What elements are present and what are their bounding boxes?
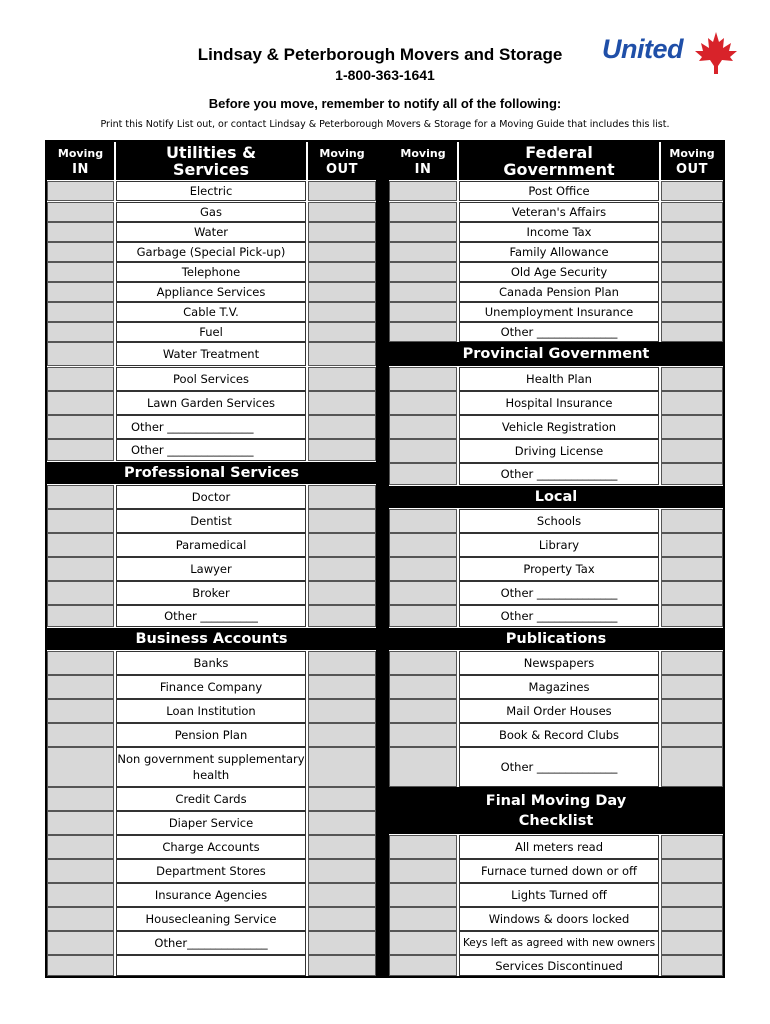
- left-checklist-item: Water Treatment: [116, 342, 306, 366]
- left-moving-out-checkbox[interactable]: [308, 723, 376, 747]
- right-checklist-item: Income Tax: [459, 222, 659, 242]
- left-moving-in-checkbox[interactable]: [47, 699, 114, 723]
- right-moving-in-checkbox[interactable]: [389, 859, 457, 883]
- left-moving-out-checkbox[interactable]: [308, 787, 376, 811]
- left-moving-out-checkbox[interactable]: [308, 262, 376, 282]
- left-checklist-item: Dentist: [116, 509, 306, 533]
- right-moving-in-checkbox[interactable]: [389, 651, 457, 675]
- left-moving-out-header: Moving OUT: [308, 142, 376, 180]
- left-moving-out-checkbox[interactable]: [308, 811, 376, 835]
- left-checklist-item: [116, 955, 306, 976]
- right-checklist-item: All meters read: [459, 835, 659, 859]
- left-moving-in-checkbox[interactable]: [47, 675, 114, 699]
- right-checklist-item: Schools: [459, 509, 659, 533]
- left-business-accounts-header: Business Accounts: [47, 628, 376, 650]
- right-moving-out-checkbox[interactable]: [661, 747, 723, 787]
- right-moving-in-checkbox[interactable]: [389, 835, 457, 859]
- left-moving-out-checkbox[interactable]: [308, 557, 376, 581]
- right-provincial-government-header: Provincial Government: [389, 342, 723, 366]
- left-moving-in-checkbox[interactable]: [47, 242, 114, 262]
- left-moving-in-checkbox[interactable]: [47, 302, 114, 322]
- right-moving-in-checkbox[interactable]: [389, 391, 457, 415]
- right-checklist-item: Other ______________: [459, 605, 659, 627]
- right-moving-in-checkbox[interactable]: [389, 533, 457, 557]
- right-moving-in-checkbox[interactable]: [389, 675, 457, 699]
- right-moving-in-checkbox[interactable]: [389, 439, 457, 463]
- left-checklist-item: Banks: [116, 651, 306, 675]
- left-moving-in-checkbox[interactable]: [47, 415, 114, 439]
- left-moving-in-checkbox[interactable]: [47, 581, 114, 605]
- right-moving-in-checkbox[interactable]: [389, 883, 457, 907]
- right-moving-out-checkbox[interactable]: [661, 651, 723, 675]
- right-moving-out-checkbox[interactable]: [661, 675, 723, 699]
- left-moving-in-checkbox[interactable]: [47, 282, 114, 302]
- left-moving-out-checkbox[interactable]: [308, 367, 376, 391]
- left-checklist-item: Water: [116, 222, 306, 242]
- left-moving-out-checkbox[interactable]: [308, 302, 376, 322]
- left-moving-out-checkbox[interactable]: [308, 747, 376, 787]
- left-moving-in-header: Moving IN: [47, 142, 114, 180]
- right-moving-out-checkbox[interactable]: [661, 955, 723, 976]
- federal-title: Federal Government: [503, 143, 615, 179]
- left-moving-in-checkbox[interactable]: [47, 509, 114, 533]
- left-moving-out-checkbox[interactable]: [308, 675, 376, 699]
- right-moving-out-checkbox[interactable]: [661, 723, 723, 747]
- left-moving-out-checkbox[interactable]: [308, 955, 376, 976]
- left-moving-in-checkbox[interactable]: [47, 651, 114, 675]
- left-moving-in-checkbox[interactable]: [47, 883, 114, 907]
- right-moving-out-checkbox[interactable]: [661, 222, 723, 242]
- left-checklist-item: Telephone: [116, 262, 306, 282]
- notice-heading: Before you move, remember to notify all of the following:: [208, 96, 562, 111]
- left-moving-in-checkbox[interactable]: [47, 557, 114, 581]
- right-moving-in-checkbox[interactable]: [389, 723, 457, 747]
- left-moving-in-checkbox[interactable]: [47, 907, 114, 931]
- left-moving-out-checkbox[interactable]: [308, 485, 376, 509]
- right-moving-out-checkbox[interactable]: [661, 581, 723, 605]
- left-checklist-item: Other _______________: [116, 415, 306, 439]
- page-title: Lindsay & Peterborough Movers and Storage: [197, 45, 563, 64]
- right-moving-out-checkbox[interactable]: [661, 557, 723, 581]
- right-moving-out-checkbox[interactable]: [661, 322, 723, 342]
- left-moving-in-checkbox[interactable]: [47, 485, 114, 509]
- left-moving-out-checkbox[interactable]: [308, 242, 376, 262]
- left-moving-in-checkbox[interactable]: [47, 931, 114, 955]
- instructions-text: Print this Notify List out, or contact Lindsay & Peterborough Movers & Storage for a Moving Guide that includes this list.: [100, 119, 670, 130]
- united-logo: [602, 30, 742, 80]
- right-checklist-item: Magazines: [459, 675, 659, 699]
- right-checklist-item: Family Allowance: [459, 242, 659, 262]
- right-checklist-item: Property Tax: [459, 557, 659, 581]
- right-checklist-item: Unemployment Insurance: [459, 302, 659, 322]
- left-checklist-item: Department Stores: [116, 859, 306, 883]
- left-moving-out-checkbox[interactable]: [308, 509, 376, 533]
- left-moving-in-checkbox[interactable]: [47, 605, 114, 627]
- right-moving-in-checkbox[interactable]: [389, 282, 457, 302]
- right-checklist-item: Keys left as agreed with new owners: [459, 931, 659, 955]
- left-moving-out-checkbox[interactable]: [308, 581, 376, 605]
- right-moving-out-checkbox[interactable]: [661, 509, 723, 533]
- left-checklist-item: Insurance Agencies: [116, 883, 306, 907]
- right-moving-in-checkbox[interactable]: [389, 557, 457, 581]
- left-checklist-item: Gas: [116, 202, 306, 222]
- right-moving-in-checkbox[interactable]: [389, 509, 457, 533]
- left-moving-out-checkbox[interactable]: [308, 859, 376, 883]
- left-checklist-item: Pension Plan: [116, 723, 306, 747]
- right-publications-header: Publications: [389, 628, 723, 650]
- right-moving-out-checkbox[interactable]: [661, 391, 723, 415]
- right-moving-in-checkbox[interactable]: [389, 699, 457, 723]
- left-moving-in-checkbox[interactable]: [47, 439, 114, 461]
- left-checklist-item: Charge Accounts: [116, 835, 306, 859]
- right-checklist-item: Other ______________: [459, 322, 659, 342]
- left-moving-out-checkbox[interactable]: [308, 605, 376, 627]
- right-checklist-item: Book & Record Clubs: [459, 723, 659, 747]
- right-moving-out-checkbox[interactable]: [661, 907, 723, 931]
- right-moving-out-checkbox[interactable]: [661, 835, 723, 859]
- right-moving-out-checkbox[interactable]: [661, 931, 723, 955]
- left-professional-services-header: Professional Services: [47, 462, 376, 484]
- left-moving-in-checkbox[interactable]: [47, 955, 114, 976]
- column-divider: [376, 140, 389, 978]
- left-moving-in-checkbox[interactable]: [47, 181, 114, 201]
- right-moving-out-checkbox[interactable]: [661, 859, 723, 883]
- left-moving-out-checkbox[interactable]: [308, 835, 376, 859]
- right-moving-in-checkbox[interactable]: [389, 415, 457, 439]
- left-moving-out-checkbox[interactable]: [308, 391, 376, 415]
- right-moving-out-checkbox[interactable]: [661, 699, 723, 723]
- left-moving-in-checkbox[interactable]: [47, 262, 114, 282]
- left-checklist-item: Loan Institution: [116, 699, 306, 723]
- right-checklist-item: Library: [459, 533, 659, 557]
- right-moving-in-header: Moving IN: [389, 142, 457, 180]
- right-checklist-item: Health Plan: [459, 367, 659, 391]
- left-moving-out-checkbox[interactable]: [308, 651, 376, 675]
- left-checklist-item: Cable T.V.: [116, 302, 306, 322]
- left-checklist-item: Appliance Services: [116, 282, 306, 302]
- right-checklist-item: Driving License: [459, 439, 659, 463]
- right-checklist-item: Windows & doors locked: [459, 907, 659, 931]
- right-checklist-item: Other ______________: [459, 463, 659, 485]
- left-moving-in-checkbox[interactable]: [47, 222, 114, 242]
- left-moving-out-checkbox[interactable]: [308, 342, 376, 366]
- right-checklist-item: Newspapers: [459, 651, 659, 675]
- left-checklist-item: Lawyer: [116, 557, 306, 581]
- right-moving-in-checkbox[interactable]: [389, 907, 457, 931]
- right-moving-in-checkbox[interactable]: [389, 242, 457, 262]
- right-checklist-item: Other ______________: [459, 747, 659, 787]
- right-checklist-item: Other ______________: [459, 581, 659, 605]
- federal-header: [459, 142, 659, 180]
- left-moving-out-checkbox[interactable]: [308, 931, 376, 955]
- left-moving-in-checkbox[interactable]: [47, 391, 114, 415]
- left-checklist-item: Finance Company: [116, 675, 306, 699]
- left-moving-out-checkbox[interactable]: [308, 907, 376, 931]
- left-moving-out-checkbox[interactable]: [308, 181, 376, 201]
- left-checklist-item: Other _______________: [116, 439, 306, 461]
- left-moving-out-checkbox[interactable]: [308, 322, 376, 342]
- phone-number: 1-800-363-1641: [335, 67, 435, 83]
- left-checklist-item: Credit Cards: [116, 787, 306, 811]
- left-checklist-item: Garbage (Special Pick-up): [116, 242, 306, 262]
- left-checklist-item: Other __________: [116, 605, 306, 627]
- left-moving-out-checkbox[interactable]: [308, 699, 376, 723]
- right-moving-in-checkbox[interactable]: [389, 955, 457, 976]
- right-checklist-item: Mail Order Houses: [459, 699, 659, 723]
- left-checklist-item: Pool Services: [116, 367, 306, 391]
- left-moving-in-checkbox[interactable]: [47, 835, 114, 859]
- right-moving-out-checkbox[interactable]: [661, 463, 723, 485]
- right-final-checklist-header: Final Moving Day Checklist: [389, 787, 723, 834]
- left-checklist-item: Non government supplementary health: [116, 747, 306, 787]
- right-moving-out-checkbox[interactable]: [661, 415, 723, 439]
- maple-leaf-icon: [692, 30, 740, 76]
- left-moving-out-checkbox[interactable]: [308, 883, 376, 907]
- right-moving-in-checkbox[interactable]: [389, 931, 457, 955]
- right-moving-in-checkbox[interactable]: [389, 581, 457, 605]
- right-moving-in-checkbox[interactable]: [389, 202, 457, 222]
- left-moving-in-checkbox[interactable]: [47, 322, 114, 342]
- right-checklist-item: Lights Turned off: [459, 883, 659, 907]
- left-checklist-item: Paramedical: [116, 533, 306, 557]
- right-moving-out-header: Moving OUT: [661, 142, 723, 180]
- right-moving-in-checkbox[interactable]: [389, 302, 457, 322]
- utilities-title: Utilities & Services: [165, 143, 257, 179]
- right-local-header: Local: [389, 486, 723, 508]
- right-checklist-item: Veteran's Affairs: [459, 202, 659, 222]
- right-moving-out-checkbox[interactable]: [661, 367, 723, 391]
- left-moving-in-checkbox[interactable]: [47, 747, 114, 787]
- left-moving-out-checkbox[interactable]: [308, 222, 376, 242]
- left-moving-in-checkbox[interactable]: [47, 787, 114, 811]
- left-moving-out-checkbox[interactable]: [308, 415, 376, 439]
- right-moving-out-checkbox[interactable]: [661, 605, 723, 627]
- right-moving-in-checkbox[interactable]: [389, 747, 457, 787]
- right-moving-in-checkbox[interactable]: [389, 181, 457, 201]
- logo-text: United: [602, 34, 683, 64]
- right-checklist-item: Post Office: [459, 181, 659, 201]
- right-moving-out-checkbox[interactable]: [661, 282, 723, 302]
- utilities-header: [116, 142, 306, 180]
- left-moving-in-checkbox[interactable]: [47, 723, 114, 747]
- left-moving-in-checkbox[interactable]: [47, 202, 114, 222]
- right-moving-out-checkbox[interactable]: [661, 883, 723, 907]
- left-checklist-item: Housecleaning Service: [116, 907, 306, 931]
- right-moving-out-checkbox[interactable]: [661, 533, 723, 557]
- left-moving-out-checkbox[interactable]: [308, 202, 376, 222]
- right-moving-out-checkbox[interactable]: [661, 202, 723, 222]
- left-moving-in-checkbox[interactable]: [47, 367, 114, 391]
- left-moving-out-checkbox[interactable]: [308, 439, 376, 461]
- right-moving-in-checkbox[interactable]: [389, 463, 457, 485]
- right-moving-out-checkbox[interactable]: [661, 302, 723, 322]
- right-moving-out-checkbox[interactable]: [661, 181, 723, 201]
- right-checklist-item: Canada Pension Plan: [459, 282, 659, 302]
- right-moving-in-checkbox[interactable]: [389, 605, 457, 627]
- left-checklist-item: Fuel: [116, 322, 306, 342]
- left-checklist-item: Broker: [116, 581, 306, 605]
- right-checklist-item: Vehicle Registration: [459, 415, 659, 439]
- left-moving-out-checkbox[interactable]: [308, 282, 376, 302]
- left-checklist-item: Other______________: [116, 931, 306, 955]
- right-moving-in-checkbox[interactable]: [389, 322, 457, 342]
- right-checklist-item: Furnace turned down or off: [459, 859, 659, 883]
- left-moving-in-checkbox[interactable]: [47, 859, 114, 883]
- right-moving-out-checkbox[interactable]: [661, 242, 723, 262]
- left-moving-out-checkbox[interactable]: [308, 533, 376, 557]
- left-checklist-item: Electric: [116, 181, 306, 201]
- right-checklist-item: Old Age Security: [459, 262, 659, 282]
- right-moving-out-checkbox[interactable]: [661, 439, 723, 463]
- left-moving-in-checkbox[interactable]: [47, 533, 114, 557]
- left-moving-in-checkbox[interactable]: [47, 342, 114, 366]
- right-moving-in-checkbox[interactable]: [389, 367, 457, 391]
- left-checklist-item: Doctor: [116, 485, 306, 509]
- right-moving-in-checkbox[interactable]: [389, 262, 457, 282]
- left-checklist-item: Lawn Garden Services: [116, 391, 306, 415]
- left-moving-in-checkbox[interactable]: [47, 811, 114, 835]
- left-checklist-item: Diaper Service: [116, 811, 306, 835]
- right-moving-in-checkbox[interactable]: [389, 222, 457, 242]
- right-checklist-item: Services Discontinued: [459, 955, 659, 976]
- right-moving-out-checkbox[interactable]: [661, 262, 723, 282]
- right-checklist-item: Hospital Insurance: [459, 391, 659, 415]
